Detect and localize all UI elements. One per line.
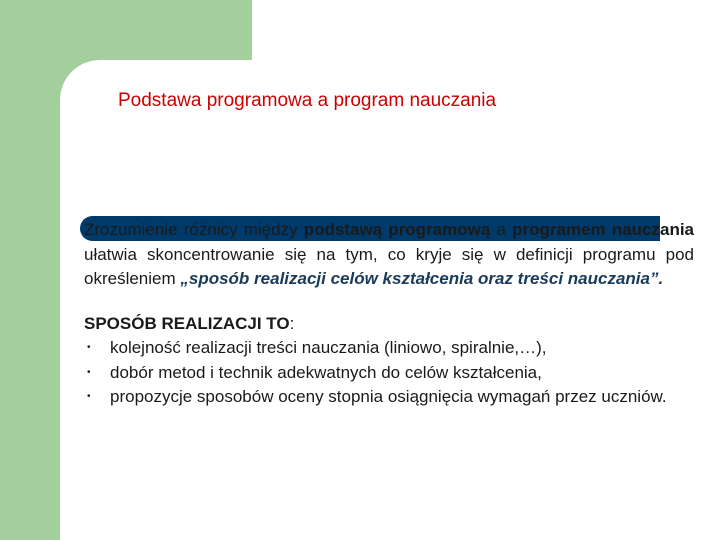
bullet-dot: • [87, 366, 91, 378]
bullet-dot: • [87, 391, 91, 402]
slide-title: Podstawa programowa a program nauczania [118, 90, 497, 111]
section-heading-colon: : [289, 313, 295, 333]
list-item [84, 336, 694, 361]
intro-text-2: a [490, 220, 513, 239]
intro-text-3: ułatwia skoncentrowanie się na tym, co kryje się w definicji programu pod określeniem [84, 244, 694, 288]
bullet-list [84, 336, 694, 410]
intro-text-1: Zrozumienie różnicy między [84, 220, 304, 239]
list-item-text: kolejność realizacji treści nauczania (liniowo, spiralnie,…), [110, 338, 547, 357]
list-item-text: propozycje sposobów oceny stopnia osiągnięcia wymagań przez uczniów. [110, 387, 667, 406]
intro-bold-2: programem nauczania [512, 220, 695, 239]
list-item [84, 361, 694, 386]
list-item [84, 385, 694, 410]
section-heading-text: SPOSÓB REALIZACJI TO [84, 313, 290, 333]
section-heading [84, 312, 694, 337]
bullet-dot: • [87, 342, 91, 353]
intro-bold-1: podstawą programową [303, 220, 491, 239]
slide-body [84, 218, 694, 410]
intro-emphasis: „sposób realizacji celów kształcenia oraz treści nauczania”. [180, 269, 664, 288]
intro-paragraph [84, 218, 694, 292]
list-item-text: dobór metod i technik adekwatnych do celów kształcenia, [110, 362, 542, 382]
